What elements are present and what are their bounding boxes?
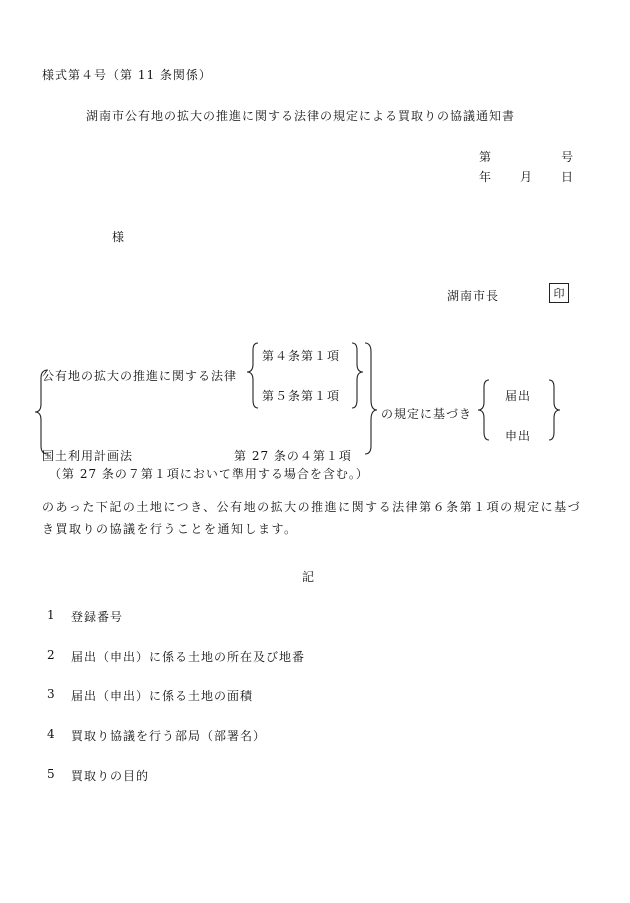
addressee-sama: 様 xyxy=(112,230,126,244)
sender-name: 湖南市長 xyxy=(447,289,500,303)
basis-label: の規定に基づき xyxy=(381,407,473,421)
article4-label: 第４条第１項 xyxy=(262,349,341,363)
article5-label: 第５条第１項 xyxy=(262,389,341,403)
list-item-5-label: 買取りの目的 xyxy=(71,769,150,783)
list-item-1-no: 1 xyxy=(47,608,56,622)
list-item-5-no: 5 xyxy=(47,767,56,781)
article27-note: （第 27 条の７第１項において準用する場合を含む。） xyxy=(49,467,369,481)
list-item-3-label: 届出（申出）に係る土地の面積 xyxy=(71,689,254,703)
document-title: 湖南市公有地の拡大の推進に関する法律の規定による買取りの協議通知書 xyxy=(86,109,516,123)
date-month: 月 xyxy=(520,170,534,184)
list-item-2-label: 届出（申出）に係る土地の所在及び地番 xyxy=(71,650,306,664)
todokede-label: 届出 xyxy=(505,389,532,403)
law2-label: 国土利用計画法 xyxy=(42,449,134,463)
body-paragraph: のあった下記の土地につき、公有地の拡大の推進に関する法律第６条第１項の規定に基づき買取りの協議を行うことを通知します。 xyxy=(42,500,582,536)
article-brace-left xyxy=(247,343,258,408)
choice-brace-right xyxy=(549,380,560,440)
law1-label: 公有地の拡大の推進に関する法律 xyxy=(42,369,238,383)
form-number: 様式第４号（第 11 条関係） xyxy=(42,68,212,82)
article-brace-right xyxy=(352,343,363,408)
list-item-3-no: 3 xyxy=(47,687,56,701)
seal-mark: 印 xyxy=(549,283,569,303)
choice-brace-left xyxy=(478,380,489,440)
date-year: 年 xyxy=(479,170,493,184)
list-item-2-no: 2 xyxy=(47,648,56,662)
number-dai: 第 xyxy=(479,150,493,164)
list-item-4-no: 4 xyxy=(47,727,56,741)
moushide-label: 申出 xyxy=(505,429,532,443)
right-brace xyxy=(365,343,377,454)
list-item-1-label: 登録番号 xyxy=(71,610,124,624)
number-go: 号 xyxy=(561,150,575,164)
article27-label: 第 27 条の４第１項 xyxy=(234,449,352,463)
list-item-4-label: 買取り協議を行う部局（部署名） xyxy=(71,729,267,743)
date-day: 日 xyxy=(561,170,575,184)
ki-heading: 記 xyxy=(302,570,316,584)
